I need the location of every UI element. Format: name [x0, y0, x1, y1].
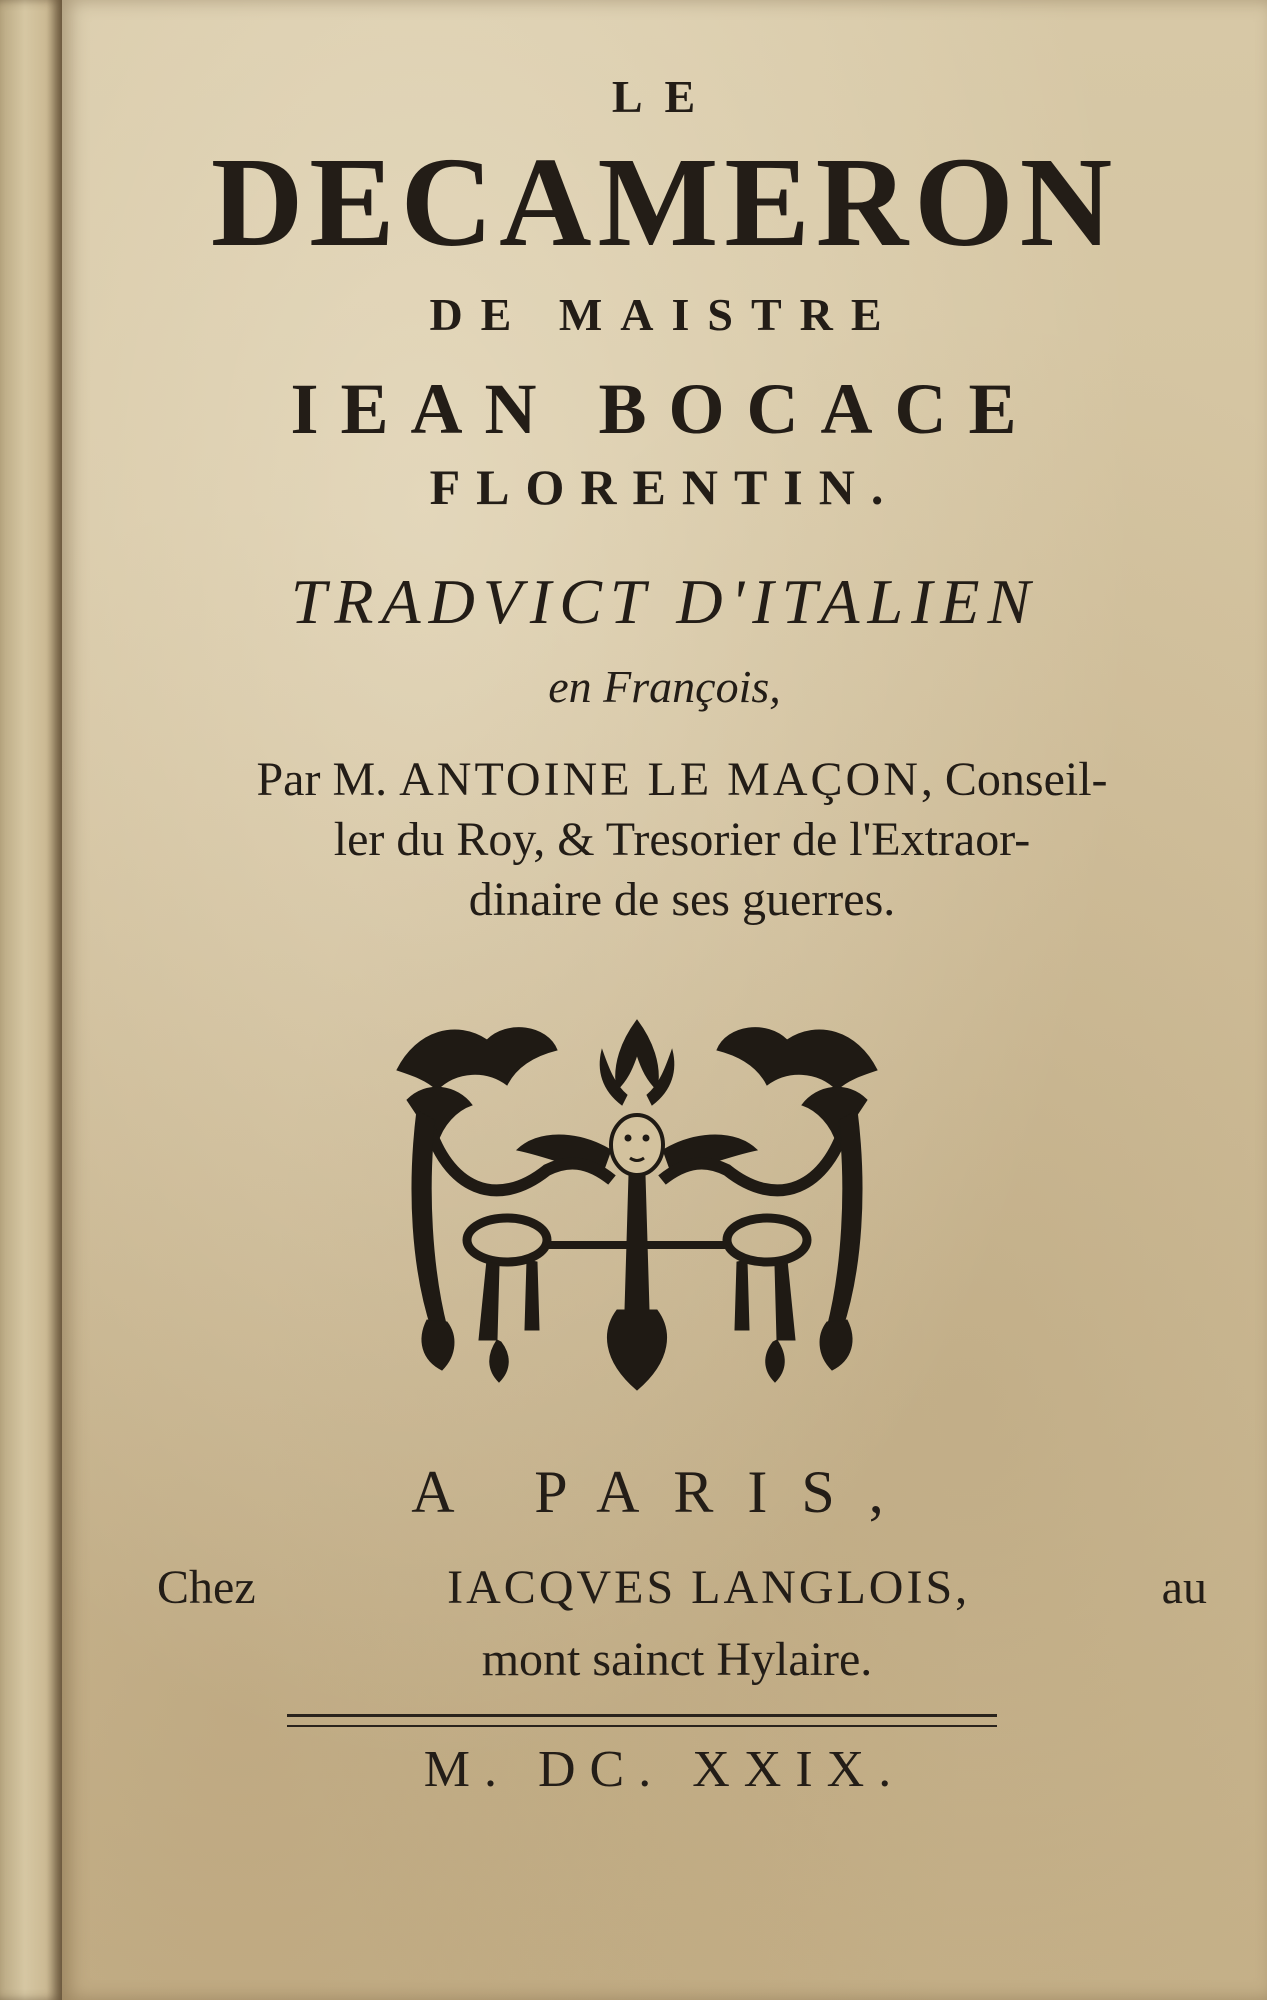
translator-prefix: Par M.	[256, 753, 388, 806]
main-title: DECAMERON	[210, 131, 1119, 273]
translator-name: ANTOINE LE MAÇON	[399, 753, 921, 806]
translation-line: TRADVICT D'ITALIEN	[290, 566, 1039, 637]
publisher-name: IACQVES LANGLOIS,	[447, 1561, 971, 1614]
translator-suffix: , Conseil-	[920, 753, 1108, 806]
title-article: LE	[611, 71, 718, 122]
publication-date: M. DC. XXIX.	[423, 1741, 906, 1798]
publisher-block	[147, 1552, 1207, 1696]
publisher-prefix: Chez	[157, 1561, 256, 1614]
publisher-line-1	[147, 1552, 1207, 1624]
translation-language: en François,	[548, 661, 781, 712]
publisher-address: mont sainct Hylaire.	[481, 1633, 873, 1686]
publication-place: A PARIS,	[411, 1459, 918, 1525]
horizontal-rule	[287, 1714, 997, 1727]
author-origin: FLORENTIN.	[429, 459, 900, 515]
translator-line-2: ler du Roy, & Tresorier de l'Extraor-	[333, 813, 1031, 866]
book-spine	[0, 0, 62, 2000]
translator-line-3: dinaire de ses guerres.	[468, 873, 896, 926]
woodcut-ornament	[387, 1010, 887, 1400]
translator-credit	[152, 750, 1212, 930]
publisher-suffix: au	[1161, 1561, 1207, 1614]
translator-line-1	[152, 750, 1212, 810]
author-name: IEAN BOCACE	[290, 369, 1039, 449]
title-page	[62, 0, 1267, 2000]
subtitle-de-maistre: DE MAISTRE	[429, 289, 900, 340]
